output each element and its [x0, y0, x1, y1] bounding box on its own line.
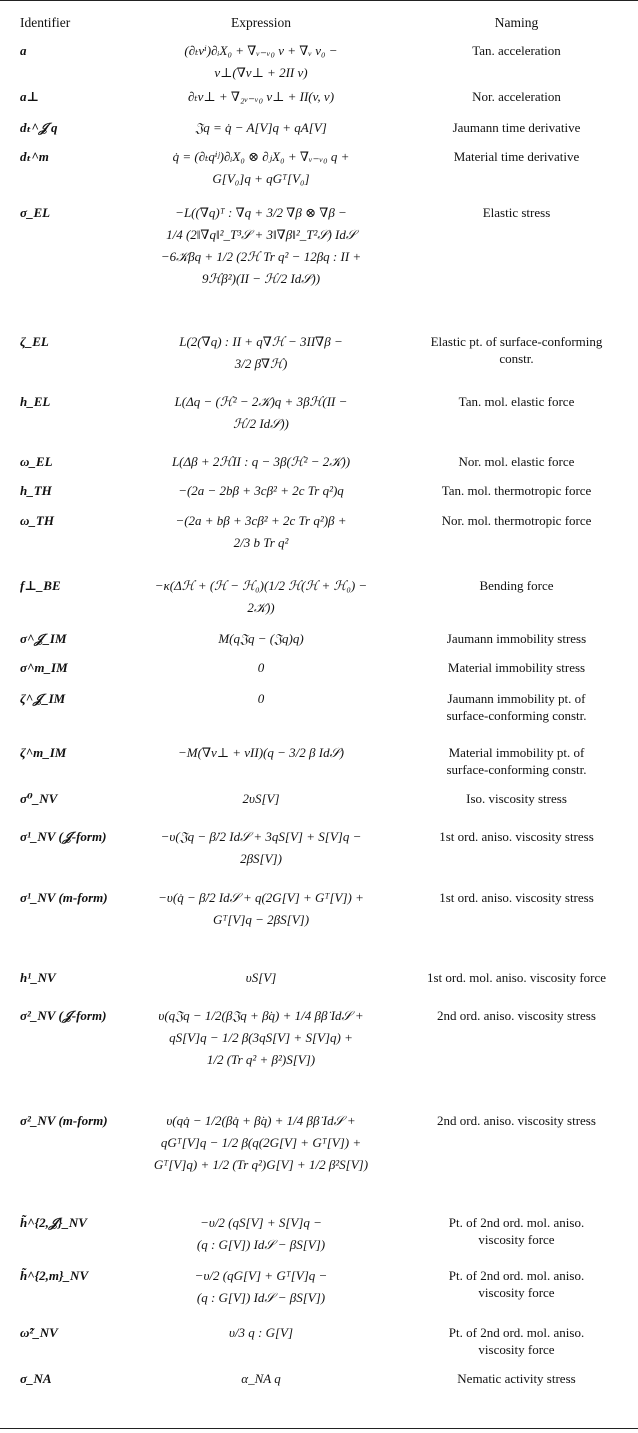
row-expression: [131, 628, 391, 650]
row-expression: [131, 391, 391, 435]
row-naming: [395, 333, 638, 367]
row-expression: [131, 788, 391, 810]
naming-line: Nor. mol. thermotropic force: [441, 513, 592, 528]
naming-line: surface-conforming constr.: [446, 708, 587, 723]
row-identifier: a⊥: [20, 89, 39, 104]
row-expression: [131, 887, 391, 931]
naming-line: Tan. acceleration: [472, 43, 561, 58]
naming-line: Elastic stress: [482, 205, 551, 220]
expression-line: −M(∇v⊥ + vII)(q − 3/2 β Id𝒮): [178, 745, 344, 760]
row-naming: [395, 1112, 638, 1129]
naming-line: constr.: [499, 351, 534, 366]
expression-line: 2βS[V]): [240, 851, 282, 866]
row-expression: [131, 688, 391, 710]
expression-line: qS[V]q − 1/2 β(3qS[V] + S[V]q) +: [169, 1030, 353, 1045]
expression-line: −υ(q̇ − β̇/2 Id𝒮 + q(2G[V] + Gᵀ[V]) +: [158, 890, 364, 905]
row-expression: [131, 480, 391, 502]
row-naming: [395, 577, 638, 594]
naming-line: Nor. acceleration: [472, 89, 561, 104]
expression-line: ℋ/2 Id𝒮)): [233, 416, 289, 431]
row-naming: [395, 659, 638, 676]
expression-line: G[V₀]q + qGᵀ[V₀]: [212, 171, 310, 186]
row-expression: [131, 146, 391, 190]
expression-line: 1/2 (Tr q² + β²)S[V]): [206, 1052, 316, 1067]
naming-line: Material immobility stress: [447, 660, 586, 675]
expression-line: 2υS[V]: [242, 791, 280, 806]
expression-line: L(2(∇q) : II + q∇ℋ − 3II∇β −: [179, 334, 343, 349]
naming-line: viscosity force: [478, 1342, 555, 1357]
expression-line: −υ/2 (qS[V] + S[V]q −: [200, 1215, 322, 1230]
naming-line: Elastic pt. of surface-conforming: [430, 334, 603, 349]
expression-line: 3/2 β∇ℋ): [234, 356, 288, 371]
row-identifier: h_EL: [20, 394, 51, 409]
row-naming: [395, 828, 638, 845]
expression-line: 𝔍q = q̇ − A[V]q + qA[V]: [195, 120, 327, 135]
naming-line: 1st ord. mol. aniso. viscosity force: [426, 970, 607, 985]
naming-line: Iso. viscosity stress: [466, 791, 567, 806]
expression-line: υ/3 q : G[V]: [228, 1325, 294, 1340]
naming-line: Jaumann immobility stress: [446, 631, 587, 646]
expression-line: υ(qq̇ − 1/2(βq̇ + β̇q) + 1/4 ββ̇ Id𝒮 +: [166, 1113, 356, 1128]
expression-line: −L((∇q)ᵀ : ∇q + 3/2 ∇β ⊗ ∇β −: [175, 205, 347, 220]
row-naming: [395, 119, 638, 136]
row-identifier: ζ^m_IM: [20, 745, 67, 760]
row-expression: [131, 1212, 391, 1256]
expression-line: 0: [257, 691, 265, 706]
row-naming: [395, 630, 638, 647]
row-expression: [131, 331, 391, 375]
naming-line: Tan. mol. elastic force: [458, 394, 575, 409]
naming-line: viscosity force: [478, 1232, 555, 1247]
row-identifier: h¹_NV: [20, 970, 56, 985]
expression-line: q̇ = (∂ₜqⁱʲ)∂ᵢX₀ ⊗ ∂ⱼX₀ + ∇ᵥ₋ᵥ₀ q +: [172, 149, 350, 164]
expression-line: υS[V]: [245, 970, 277, 985]
naming-line: Material immobility pt. of: [448, 745, 585, 760]
expression-line: υ(q𝔍q − 1/2(β𝔍q + β̇q) + 1/4 ββ̇ Id𝒮 +: [158, 1008, 364, 1023]
row-identifier: σ^m_IM: [20, 660, 68, 675]
expression-line: Gᵀ[V]q) + 1/2 (Tr q²)G[V] + 1/2 β²S[V]): [153, 1157, 369, 1172]
expression-line: 0: [257, 660, 265, 675]
naming-line: Jaumann immobility pt. of: [447, 691, 586, 706]
row-naming: [395, 1370, 638, 1387]
row-naming: [395, 744, 638, 778]
row-identifier: σ²_NV (m-form): [20, 1113, 108, 1128]
row-identifier: h̃^{2,𝒥}_NV: [20, 1215, 87, 1230]
row-naming: [395, 148, 638, 165]
row-expression: [131, 86, 391, 108]
row-identifier: ζ_EL: [20, 334, 49, 349]
header-identifier: Identifier: [20, 15, 71, 30]
naming-line: Nematic activity stress: [457, 1371, 576, 1386]
expression-line: α_NA q: [241, 1371, 281, 1386]
row-naming: [395, 512, 638, 529]
row-identifier: f⊥_BE: [20, 578, 61, 593]
row-naming: [395, 969, 638, 986]
naming-line: 2nd ord. aniso. viscosity stress: [437, 1008, 596, 1023]
row-expression: [131, 117, 391, 139]
row-identifier: ω_TH: [20, 513, 54, 528]
expression-line: −κ(Δℋ + (ℋ − ℋ₀)(1/2 ℋ(ℋ + ℋ₀) −: [154, 578, 368, 593]
row-identifier: σ_NA: [20, 1371, 52, 1386]
expression-line: M(q𝔍q − (𝔍q)q): [218, 631, 304, 646]
row-naming: [395, 1324, 638, 1358]
row-identifier: σ¹_NV (m-form): [20, 890, 108, 905]
row-expression: [131, 1322, 391, 1344]
row-identifier: a: [20, 43, 27, 58]
expression-line: ∂ₜv⊥ + ∇₂ᵥ₋ᵥ₀ v⊥ + II(v, v): [187, 89, 335, 104]
row-expression: [131, 826, 391, 870]
row-identifier: σ^𝒥_IM: [20, 631, 67, 646]
header-expression: Expression: [231, 15, 291, 30]
expression-line: qGᵀ[V]q − 1/2 β(q(2G[V] + Gᵀ[V]) +: [160, 1135, 362, 1150]
naming-line: Tan. mol. thermotropic force: [441, 483, 592, 498]
expression-line: Gᵀ[V]q − 2βS[V]): [212, 912, 310, 927]
expression-line: −(2a + bβ + 3cβ² + 2c Tr q²)β +: [175, 513, 347, 528]
naming-line: Pt. of 2nd ord. mol. aniso.: [448, 1215, 585, 1230]
row-naming: [395, 1007, 638, 1024]
expression-line: (q : G[V]) Id𝒮 − βS[V]): [196, 1290, 326, 1305]
row-naming: [395, 453, 638, 470]
expression-line: L(Δq − (ℋ² − 2𝒦)q + 3βℋ(II −: [174, 394, 348, 409]
naming-line: viscosity force: [478, 1285, 555, 1300]
row-naming: [395, 88, 638, 105]
row-expression: [131, 1110, 391, 1176]
row-naming: [395, 42, 638, 59]
expression-line: 2𝒦)): [247, 600, 275, 615]
row-naming: [395, 1214, 638, 1248]
naming-line: 1st ord. aniso. viscosity stress: [439, 890, 594, 905]
row-identifier: σ_EL: [20, 205, 51, 220]
row-naming: [395, 889, 638, 906]
row-naming: [395, 1267, 638, 1301]
row-expression: [131, 1005, 391, 1071]
row-identifier: h_TH: [20, 483, 52, 498]
naming-line: Pt. of 2nd ord. mol. aniso.: [448, 1268, 585, 1283]
row-identifier: dₜ^m: [20, 149, 49, 164]
row-identifier: ζ^𝒥_IM: [20, 691, 66, 706]
row-identifier: σ⁰_NV: [20, 791, 58, 806]
expression-line: −υ(𝔍q − β̇/2 Id𝒮 + 3qS[V] + S[V]q −: [160, 829, 362, 844]
naming-line: Jaumann time derivative: [452, 120, 581, 135]
naming-line: 1st ord. aniso. viscosity stress: [439, 829, 594, 844]
row-expression: [131, 451, 391, 473]
row-expression: [131, 657, 391, 679]
row-expression: [131, 1265, 391, 1309]
naming-line: Material time derivative: [453, 149, 580, 164]
row-identifier: h̃^{2,m}_NV: [20, 1268, 89, 1283]
row-expression: [131, 575, 391, 619]
naming-line: 2nd ord. aniso. viscosity stress: [437, 1113, 596, 1128]
row-identifier: σ¹_NV (𝒥-form): [20, 829, 107, 844]
naming-line: Nor. mol. elastic force: [458, 454, 575, 469]
expression-line: (q : G[V]) Id𝒮 − βS[V]): [196, 1237, 326, 1252]
expression-line: v⊥(∇v⊥ + 2II v): [214, 65, 308, 80]
row-naming: [395, 393, 638, 410]
expression-line: −6𝒦βq + 1/2 (2ℋ Tr q² − 12βq : II +: [160, 249, 362, 264]
expression-line: 2/3 b Tr q²: [233, 535, 289, 550]
row-expression: [131, 510, 391, 554]
naming-line: surface-conforming constr.: [446, 762, 587, 777]
row-expression: [131, 1368, 391, 1390]
naming-line: Bending force: [479, 578, 554, 593]
row-expression: [131, 742, 391, 764]
row-expression: [131, 202, 391, 290]
expression-line: −υ/2 (qG[V] + Gᵀ[V]q −: [194, 1268, 328, 1283]
expression-line: L(Δβ + 2ℋII : q − 3β(ℋ² − 2𝒦)): [171, 454, 351, 469]
expression-line: (∂ₜvⁱ)∂ᵢX₀ + ∇ᵥ₋ᵥ₀ v + ∇ᵥ v₀ −: [184, 43, 338, 58]
naming-line: Pt. of 2nd ord. mol. aniso.: [448, 1325, 585, 1340]
row-identifier: σ²_NV (𝒥-form): [20, 1008, 107, 1023]
row-expression: [131, 40, 391, 84]
row-identifier: ω̃²_NV: [20, 1325, 58, 1340]
row-naming: [395, 790, 638, 807]
bottom-rule: [0, 1428, 638, 1429]
expression-line: 1/4 (2‖∇q‖²_T³𝒮 + 3‖∇β‖²_T²𝒮) Id𝒮: [166, 227, 356, 242]
row-naming: [395, 482, 638, 499]
expression-line: −(2a − 2bβ + 3cβ² + 2c Tr q²)q: [178, 483, 344, 498]
row-naming: [395, 690, 638, 724]
row-naming: [395, 204, 638, 221]
top-rule: [0, 0, 638, 1]
row-identifier: dₜ^𝒥 q: [20, 120, 58, 135]
row-identifier: ω_EL: [20, 454, 53, 469]
header-naming: Naming: [494, 15, 539, 30]
expression-line: 9ℋβ²)(II − ℋ/2 Id𝒮)): [201, 271, 321, 286]
row-expression: [131, 967, 391, 989]
